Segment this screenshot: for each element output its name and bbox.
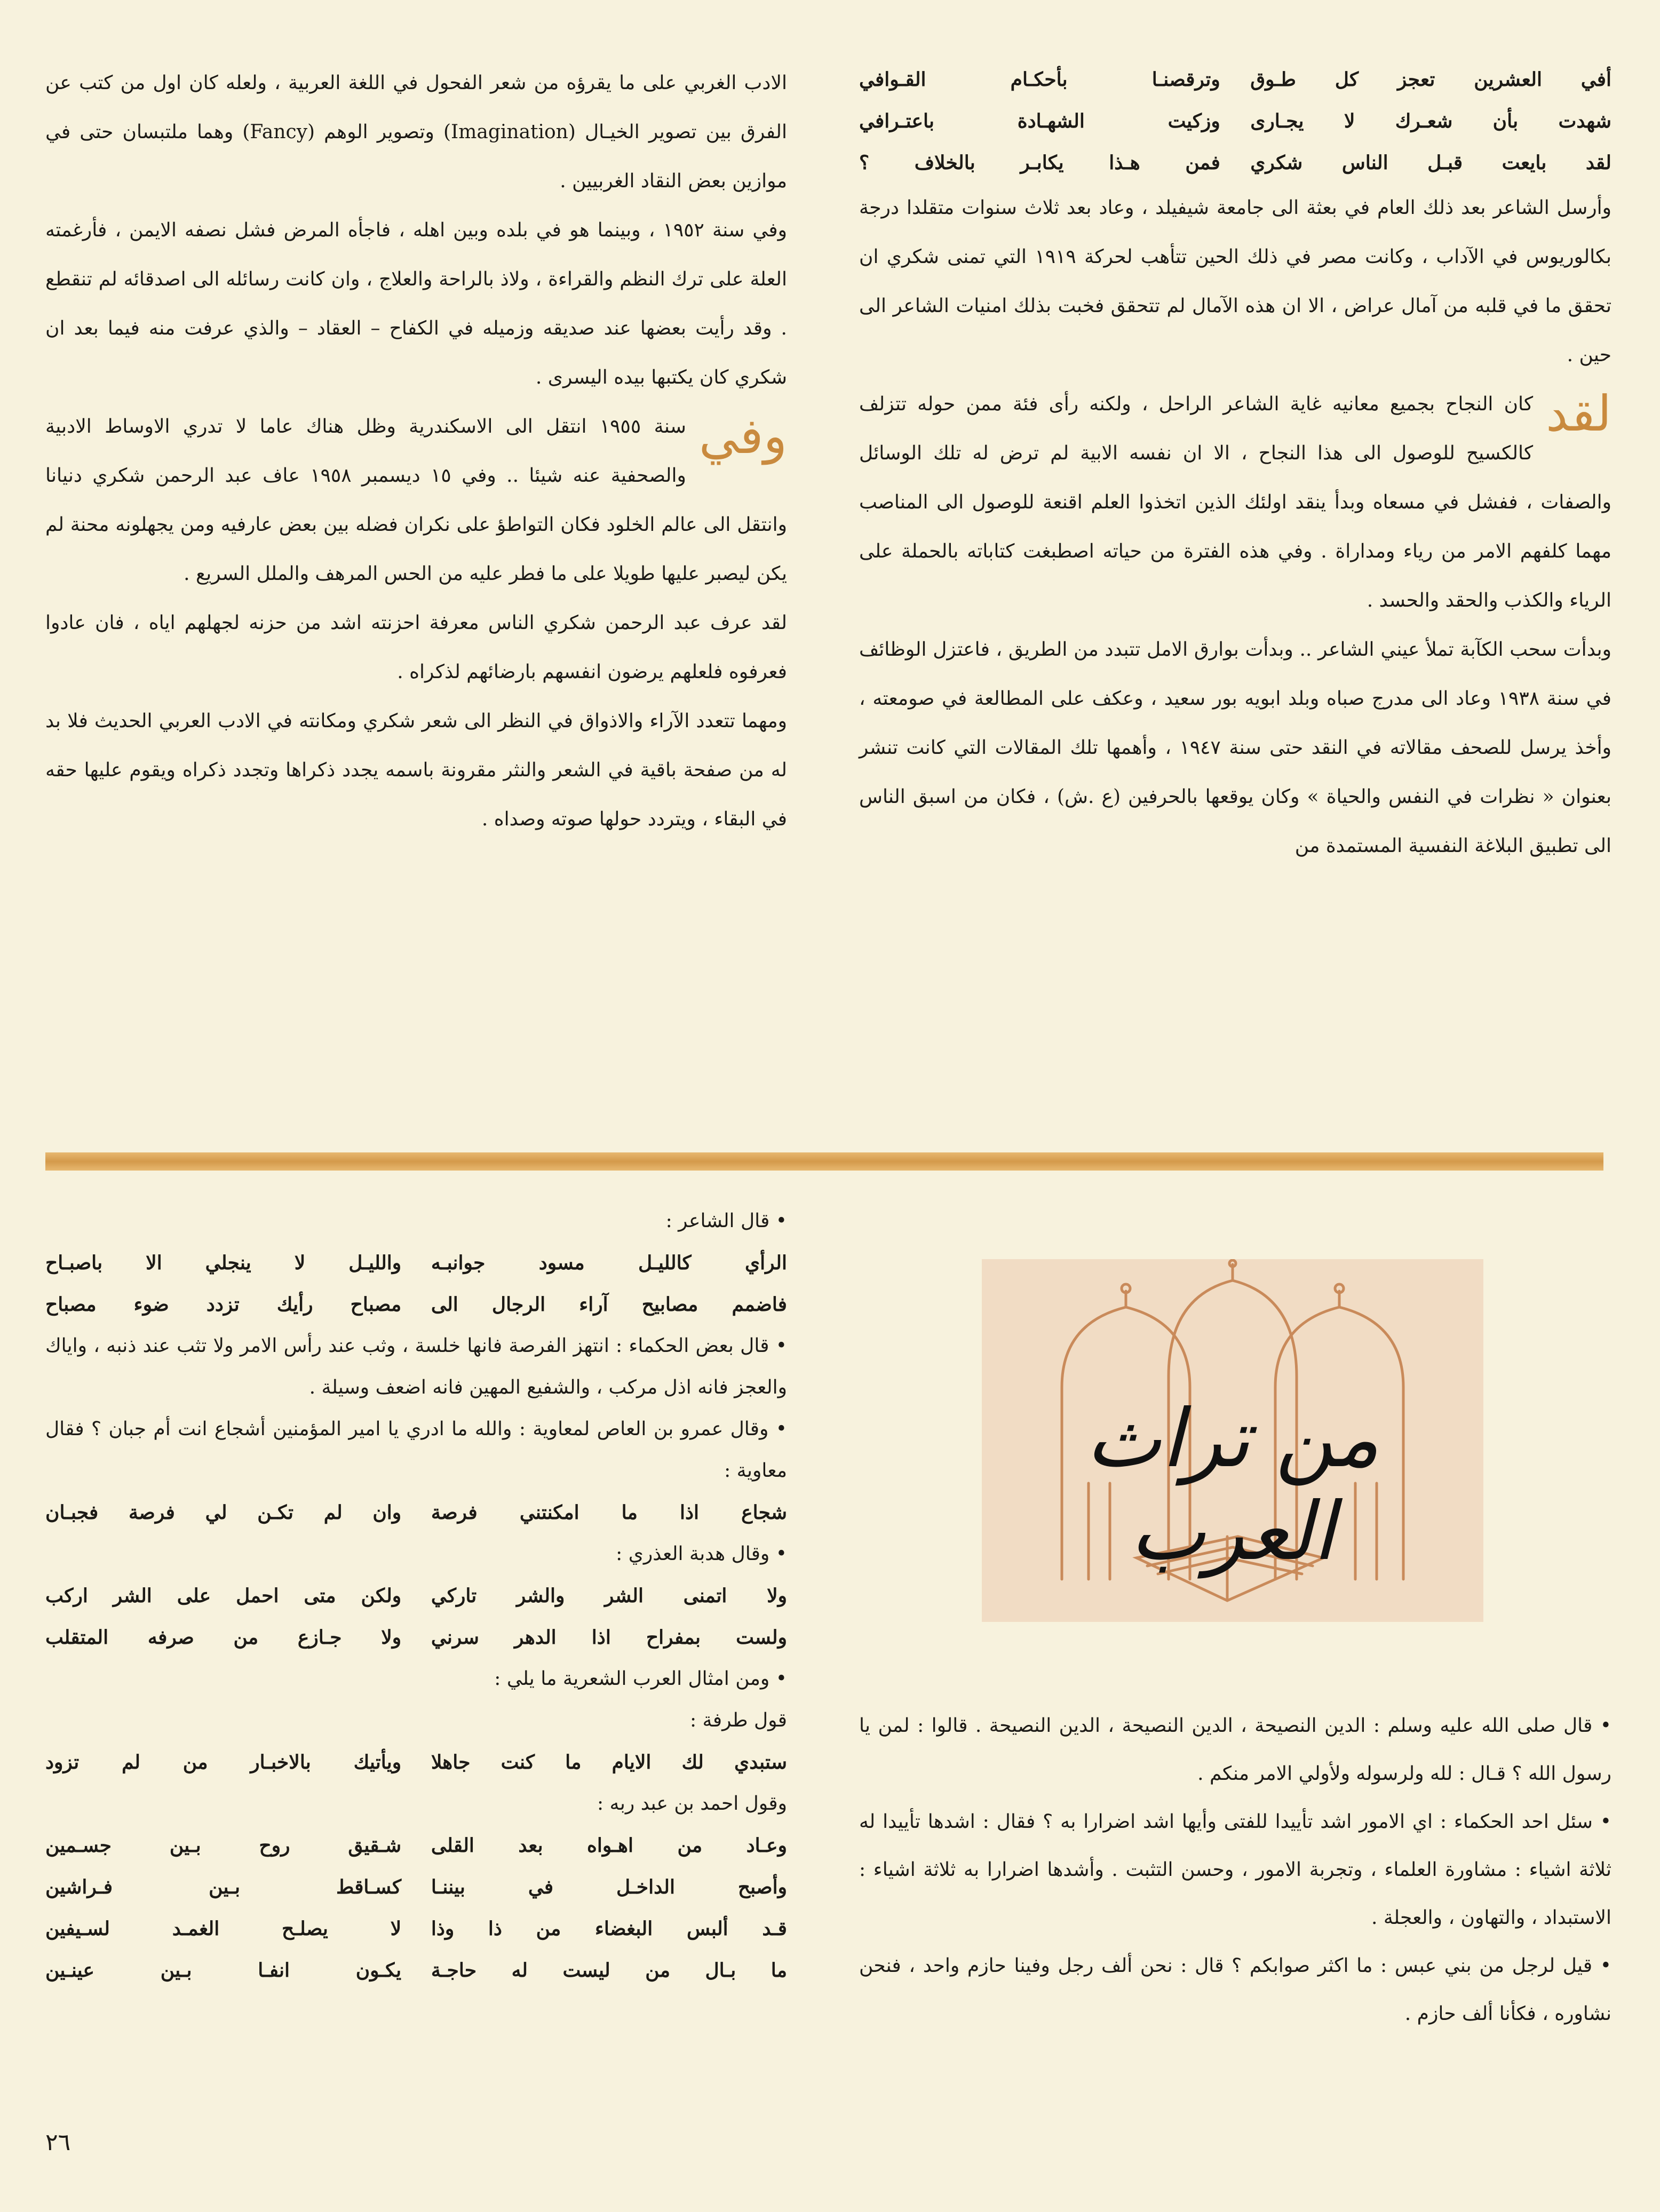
paragraph: • قال بعض الحكماء : انتهز الفرصة فانها خلسة ، وثب عند رأس الامر ولا تثب عند ذنبه ، واياك والعجز فانه اذل مركب ، والشفيع المهين فانه اضعف وسيلة .	[45, 1325, 787, 1409]
verse-line	[45, 1866, 787, 1908]
verse-line	[45, 1825, 787, 1866]
verse-hemistich: فمن هـذا يكابـر بالخلاف ؟	[859, 152, 1220, 174]
verse-hemistich: والليـل لا ينجلي الا باصبـاح	[45, 1252, 402, 1274]
verse-hemistich: شجاع اذا ما امكنتني فرصة	[431, 1501, 787, 1524]
top-right-column	[859, 59, 1611, 871]
page-number: ٢٦	[45, 2129, 71, 2156]
paragraph: الادب الغربي على ما يقرؤه من شعر الفحول في اللغة العربية ، ولعله كان اول من كتب عن الفرق بين تصوير الخيـال (Imagination) وتصوير الوهم (Fancy) وهما ملتبسان حتى في موازين بعض النقاد الغربيين .	[45, 72, 787, 192]
paragraph-text: كان النجاح بجميع معانيه غاية الشاعر الراحل ، ولكنه رأى فئة ممن حوله تتزلف كالكسيح للوصول الى هذا النجاح ، الا ان نفسه الابية لم ترض له تلك الوسائل والصفات ، ففشل في مسعاه وبدأ ينقد اولئك الذين اتخذوا العلم اقنعة للوصول الى المناصب مهما كلفهم الامر من رياء ومداراة . وفي هذه الفترة من حياته اصطبغت كتاباته بالحملة على الرياء والكذب والحقد والحسد .	[859, 393, 1611, 611]
verse-line	[859, 100, 1611, 142]
section-divider	[45, 1152, 1603, 1171]
verse-hemistich: شـقيق روح بـين جسـمين	[45, 1834, 402, 1857]
verse-hemistich: ستبدي لك الايام ما كنت جاهلا	[431, 1751, 787, 1773]
paragraph-with-drop-cap	[859, 380, 1611, 625]
verse-line	[45, 1950, 787, 1991]
verse-hemistich: وعـاد من اهـواه بعد القلى	[431, 1834, 787, 1857]
verse-line	[45, 1284, 787, 1325]
verse-hemistich: مصباح رأيك تزدد ضوء مصباح	[45, 1293, 402, 1316]
bottom-left-column	[45, 1200, 787, 1991]
verse-hemistich: ولست بمفراح اذا الدهر سرني	[431, 1626, 787, 1649]
verse-hemistich: لقد بايعت قبـل الناس شكري	[1250, 152, 1611, 174]
verse-hemistich: وأصبح الداخـل في بيننـا	[431, 1876, 787, 1898]
top-left-column	[45, 59, 787, 844]
verse-hemistich: لا يصلـح الغمـد لسـيفين	[45, 1917, 402, 1940]
list-item: • قيل لرجل من بني عبس : ما اكثر صوابكم ؟ قال : نحن ألف رجل وفينا حازم واحد ، فنحن نشاوره ، فكأنا ألف حازم .	[859, 1942, 1611, 2038]
paragraph-with-drop-cap	[45, 402, 787, 599]
verse-line	[45, 1242, 787, 1284]
paragraph: وبدأت سحب الكآبة تملأ عيني الشاعر .. وبدأت بوارق الامل تتبدد من الطريق ، فاعتزل الوظائف في سنة ١٩٣٨ وعاد الى مدرج صباه وبلد ابويه بور سعيد ، وعكف على المطالعة في صومعته ، وأخذ يرسل للصحف مقالاته في النقد حتى سنة ١٩٤٧ ، وأهمها تلك المقالات التي كانت تنشر بعنوان « نظرات في النفس والحياة » وكان يوقعها بالحرفين (ع .ش) ، فكان من اسبق الناس الى تطبيق البلاغة النفسية المستمدة من	[859, 639, 1611, 857]
verse-line	[859, 142, 1611, 184]
paragraph-text: سنة ١٩٥٥ انتقل الى الاسكندرية وظل هناك عاما لا تدري الاوساط الادبية والصحفية عنه شيئا .. وفي ١٥ ديسمبر ١٩٥٨ عاف عبد الرحمن شكري دنيانا وانتقل الى عالم الخلود فكان التواطؤ على نكران فضله بين بعض عارفيه ومن يجهلونه محنة لم يكن ليصبر عليها طويلا على ما فطر عليه من الحس المرهف والملل السريع .	[45, 416, 787, 585]
paragraph: • وقال عمرو بن العاص لمعاوية : والله ما ادري يا امير المؤمنين أشجاع انت أم جبان ؟ فقال معاوية :	[45, 1409, 787, 1492]
verse-hemistich: ما بـال من ليست له حاجـة	[431, 1959, 787, 1982]
intro-line: • ومن امثال العرب الشعرية ما يلي :	[45, 1658, 787, 1700]
verse-hemistich: كسـاقط بـين فـراشين	[45, 1876, 402, 1898]
paragraph: ومهما تتعدد الآراء والاذواق في النظر الى شعر شكري ومكانته في الادب العربي الحديث فلا بد له من صفحة باقية في الشعر والنثر مقرونة باسمه يجدد ذكراها وتجدد ذكراه ويقوم عليها حقه في البقاء ، ويتردد حولها صوته وصداه .	[45, 710, 787, 830]
intro-line: • قال الشاعر :	[45, 1200, 787, 1242]
list-item: • سئل احد الحكماء : اي الامور اشد تأييدا للفتى وأيها اشد اضرارا به ؟ فقال : اشدها تأييدا له ثلاثة اشياء : مشاورة العلماء ، وتجربة الامور ، وحسن التثبت . وأشدها اضرارا به ثلاثة اشياء : الاستبداد ، والتهاون ، والعجلة .	[859, 1798, 1611, 1942]
verse-line	[45, 1617, 787, 1658]
list-item: • قال صلى الله عليه وسلم : الدين النصيحة ، الدين النصيحة ، الدين النصيحة . قالوا : لمن يا رسول الله ؟ قـال : لله ولرسوله ولأولي الامر منكم .	[859, 1702, 1611, 1798]
verse-line	[45, 1575, 787, 1617]
verse-hemistich: يكـون انفـا بـين عينـين	[45, 1959, 402, 1982]
intro-line: قول طرفة :	[689, 1709, 787, 1731]
verse-line	[859, 59, 1611, 100]
intro-line: • وقال هدبة العذري :	[45, 1533, 787, 1575]
paragraph: لقد عرف عبد الرحمن شكري الناس معرفة احزنته اشد من حزنه لجهلهم اياه ، فان عادوا فعرفوه فلعلهم يرضون انفسهم بارضائهم لذكراه .	[45, 612, 787, 683]
verse-hemistich: وان لم تكـن لي فرصة فجبـان	[45, 1501, 402, 1524]
paragraph: وأرسل الشاعر بعد ذلك العام في بعثة الى جامعة شيفيلد ، وعاد بعد ثلاث سنوات متقلدا درجة بكالوريوس في الآداب ، وكانت مصر في ذلك الحين تتأهب لحركة ١٩١٩ التي تمنى شكري ان تحقق ما في قلبه من آمال عراض ، الا ان هذه الآمال لم تتحقق فخبت بذلك امنيات الشاعر الى حين .	[859, 197, 1611, 366]
verse-hemistich: وزكيت الشهـادة باعتـرافي	[859, 110, 1220, 132]
verse-hemistich: ولا جـازع من صرفه المتقلب	[45, 1626, 402, 1649]
section-title: من تراث العرب	[1086, 1393, 1379, 1578]
verse-line	[45, 1741, 787, 1783]
verse-hemistich: ولكن متى احمل على الشر اركب	[45, 1585, 402, 1607]
paragraph: وفي سنة ١٩٥٢ ، وبينما هو في بلده وبين اهله ، فاجأه المرض فشل نصفه الايمن ، فأرغمته العلة على ترك النظم والقراءة ، ولاذ بالراحة والعلاج ، وان كانت رسائله الى اصدقائه لم تنقطع . وقد رأيت بعضها عند صديقه وزميله في الكفاح – العقاد – والذي عرفت منه فيما بعد ان شكري كان يكتبها بيده اليسرى .	[45, 219, 787, 388]
bottom-right-column	[859, 1702, 1611, 2038]
verse-line	[45, 1908, 787, 1950]
verse-hemistich: قـد ألبس البغضاء من ذا وذا	[431, 1917, 787, 1940]
verse-hemistich: وترقصنـا بأحكـام القـوافي	[859, 68, 1220, 91]
verse-hemistich: فاضمم مصابيح آراء الرجال الى	[431, 1293, 787, 1316]
verse-hemistich: شهدت بأن شعـرك لا يجـارى	[1250, 110, 1611, 132]
verse-hemistich: ولا اتمنى الشر والشر تاركي	[431, 1585, 787, 1607]
verse-line	[45, 1492, 787, 1533]
verse-hemistich: الرأي كالليـل مسود جوانبـه	[431, 1252, 787, 1274]
intro-line: وقول احمد بن عبد ربه :	[597, 1793, 787, 1815]
drop-cap: وفي	[698, 408, 787, 465]
verse-hemistich: أفي العشرين تعجز كل طـوق	[1250, 68, 1611, 91]
verse-hemistich: ويأتيك بالاخبـار من لم تزود	[45, 1751, 402, 1773]
drop-cap: لقد	[1546, 385, 1611, 442]
section-logo-illustration	[982, 1259, 1483, 1622]
